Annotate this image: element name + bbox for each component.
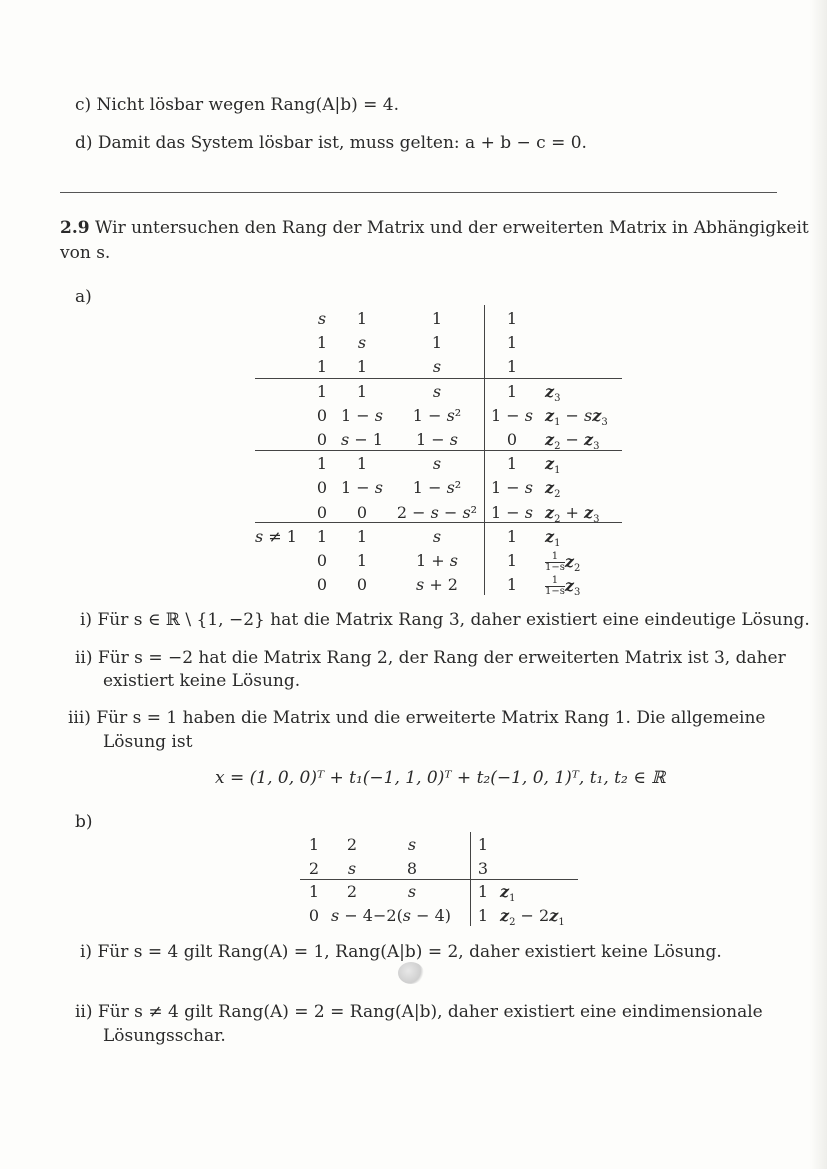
tableau-a-cell-r5-c2: s − 1 (341, 430, 383, 449)
tableau-a-cell-r1-c2: s (357, 333, 367, 353)
tableau-a-cell-r3-c5: $z_3$ (545, 381, 561, 404)
tableau-a-cell-r8-c2: 0 (356, 502, 368, 522)
tableau-a-cell-r9-c3: s (432, 526, 442, 546)
page-smudge (398, 962, 424, 984)
tableau-b-cell-r2-c0: 1 (308, 882, 320, 901)
tableau-a-cell-r5-c5: $z_2 - z_3$ (545, 430, 600, 453)
tableau-b-cell-r3-c0: 0 (308, 905, 320, 925)
tableau-a-cell-r5-c3: 1 − s (416, 430, 458, 449)
tableau-a-rule-3 (255, 522, 622, 523)
tableau-a-cell-r11-c2: 0 (356, 575, 368, 595)
tableau-a-cell-r2-c2: 1 (356, 357, 368, 377)
tableau-a-cell-r1-c3: 1 (431, 333, 443, 353)
tableau-a-cell-r6-c1: 1 (316, 454, 328, 474)
part-b-label: b) (75, 812, 93, 832)
tableau-b-rule (300, 879, 578, 880)
tableau-a-cell-r9-c5: $z_1$ (545, 526, 561, 549)
part-a-iii-line2: Lösung ist (103, 732, 193, 752)
tableau-a-cell-r6-c3: s (432, 454, 442, 474)
tableau-a-cell-r2-c3: s (432, 357, 442, 377)
tableau-b-cell-r3-c2: −2(s − 4) (372, 905, 452, 925)
tableau-a-cell-r11-c3: s + 2 (416, 575, 458, 595)
part-a-ii-line1: ii) Für s = −2 hat die Matrix Rang 2, der Rang der erweiterten Matrix ist 3, daher (75, 648, 786, 668)
tableau-a-cell-r7-c5: $z_2$ (545, 478, 561, 501)
tableau-a-cell-r9-c1: 1 (316, 526, 328, 546)
tableau-a-cell-r3-c4: 1 (506, 381, 518, 401)
part-a-iii-line1: iii) Für s = 1 haben die Matrix und die erweiterte Matrix Rang 1. Die allgemeine (68, 708, 766, 728)
tableau-a-cell-r9-c0: s ≠ 1 (255, 526, 297, 546)
tableau-a-cell-r2-c4: 1 (506, 357, 518, 377)
tableau-b-cell-r0-c3: 1 (477, 835, 489, 854)
tableau-a-cell-r6-c4: 1 (506, 454, 518, 474)
tableau-a-cell-r3-c3: s (432, 381, 442, 401)
tableau-a-cell-r10-c3: 1 + s (416, 551, 458, 570)
section-divider (60, 192, 777, 193)
tableau-a-cell-r11-c5: $\frac{1}{1-s}$ $z_3$ (545, 575, 581, 599)
tableau-b-cell-r1-c3: 3 (477, 858, 489, 878)
tableau-b-cell-r3-c3: 1 (477, 905, 489, 925)
tableau-a-cell-r0-c4: 1 (506, 309, 518, 328)
part-b-i: i) Für s = 4 gilt Rang(A) = 1, Rang(A|b) = 2, daher existiert keine Lösung. (80, 942, 722, 962)
tableau-a-cell-r5-c4: 0 (506, 430, 518, 449)
tableau-b-cell-r0-c1: 2 (346, 835, 358, 854)
tableau-b-cell-r0-c2: s (407, 835, 417, 854)
tableau-a-cell-r6-c2: 1 (356, 454, 368, 474)
page-edge-shadow (810, 0, 827, 1169)
tableau-b-cell-r1-c2: 8 (406, 858, 418, 878)
tableau-a-cell-r4-c1: 0 (316, 405, 328, 425)
tableau-a-cell-r11-c1: 0 (316, 575, 328, 595)
tableau-a-cell-r7-c3: 1 − s² (412, 478, 462, 498)
tableau-b-cell-r2-c2: s (407, 882, 417, 901)
tableau-a-cell-r11-c4: 1 (506, 575, 518, 595)
problem-intro-line1: Wir untersuchen den Rang der Matrix und der erweiterten Matrix in Abhängigkeit (94, 218, 809, 238)
part-b-ii-line2: Lösungsschar. (103, 1026, 226, 1046)
tableau-a-cell-r7-c1: 0 (316, 478, 328, 498)
tableau-b-cell-r2-c3: 1 (477, 882, 489, 901)
tableau-b-cell-r1-c1: s (347, 858, 357, 878)
general-solution-formula: x = (1, 0, 0)ᵀ + t₁(−1, 1, 0)ᵀ + t₂(−1, 0, 1)ᵀ, t₁, t₂ ∈ ℝ (215, 768, 666, 788)
tableau-a-cell-r3-c1: 1 (316, 381, 328, 401)
tableau-a-cell-r0-c2: 1 (356, 309, 368, 328)
tableau-a-cell-r8-c5: $z_2 + z_3$ (545, 502, 600, 525)
tableau-a-cell-r7-c4: 1 − s (491, 478, 533, 498)
tableau-a-cell-r9-c4: 1 (506, 526, 518, 546)
tableau-b-cell-r0-c0: 1 (308, 835, 320, 854)
tableau-a-cell-r8-c1: 0 (316, 502, 328, 522)
tableau-a-cell-r4-c5: $z_1 - sz_3$ (545, 405, 608, 428)
tableau-a-cell-r3-c2: 1 (356, 381, 368, 401)
problem-intro-line2: von s. (60, 243, 111, 263)
tableau-a-cell-r10-c1: 0 (316, 551, 328, 570)
tableau-a-cell-r4-c2: 1 − s (341, 405, 383, 425)
problem-number: 2.9 (60, 218, 90, 238)
tableau-a-cell-r2-c1: 1 (316, 357, 328, 377)
tableau-a-cell-r0-c3: 1 (431, 309, 443, 328)
tableau-b-cell-r2-c1: 2 (346, 882, 358, 901)
tableau-a-cell-r8-c4: 1 − s (491, 502, 533, 522)
tableau-a-cell-r10-c5: $\frac{1}{1-s}$ $z_2$ (545, 551, 581, 575)
part-a-label: a) (75, 287, 92, 307)
tableau-a-rule-1 (255, 378, 622, 379)
tableau-a-cell-r8-c3: 2 − s − s² (396, 502, 478, 522)
tableau-a-cell-r9-c2: 1 (356, 526, 368, 546)
tableau-a-rule-2 (255, 450, 622, 451)
tableau-a-cell-r0-c1: s (317, 309, 327, 328)
item-c: c) Nicht lösbar wegen Rang(A|b) = 4. (75, 95, 400, 115)
tableau-a-cell-r6-c5: $z_1$ (545, 454, 561, 477)
tableau-b-cell-r3-c4: $z_2 - 2z_1$ (500, 905, 565, 928)
item-d: d) Damit das System lösbar ist, muss gelten: a + b − c = 0. (75, 133, 587, 153)
tableau-a-cell-r1-c1: 1 (316, 333, 328, 353)
part-a-ii-line2: existiert keine Lösung. (103, 671, 301, 691)
tableau-a-cell-r4-c3: 1 − s² (412, 405, 462, 425)
tableau-b-cell-r1-c0: 2 (308, 858, 320, 878)
tableau-a-cell-r5-c1: 0 (316, 430, 328, 449)
tableau-b-cell-r2-c4: $z_1$ (500, 882, 516, 905)
tableau-a-cell-r7-c2: 1 − s (341, 478, 383, 498)
tableau-a-cell-r10-c4: 1 (506, 551, 518, 570)
tableau-b-cell-r3-c1: s − 4 (331, 905, 373, 925)
tableau-a-cell-r10-c2: 1 (356, 551, 368, 570)
tableau-a-cell-r1-c4: 1 (506, 333, 518, 353)
problem-intro (60, 218, 809, 238)
tableau-a-cell-r4-c4: 1 − s (491, 405, 533, 425)
part-b-ii-line1: ii) Für s ≠ 4 gilt Rang(A) = 2 = Rang(A|b), daher existiert eine eindimensionale (75, 1002, 763, 1022)
part-a-i: i) Für s ∈ ℝ \ {1, −2} hat die Matrix Rang 3, daher existiert eine eindeutige Lösung. (80, 610, 810, 630)
